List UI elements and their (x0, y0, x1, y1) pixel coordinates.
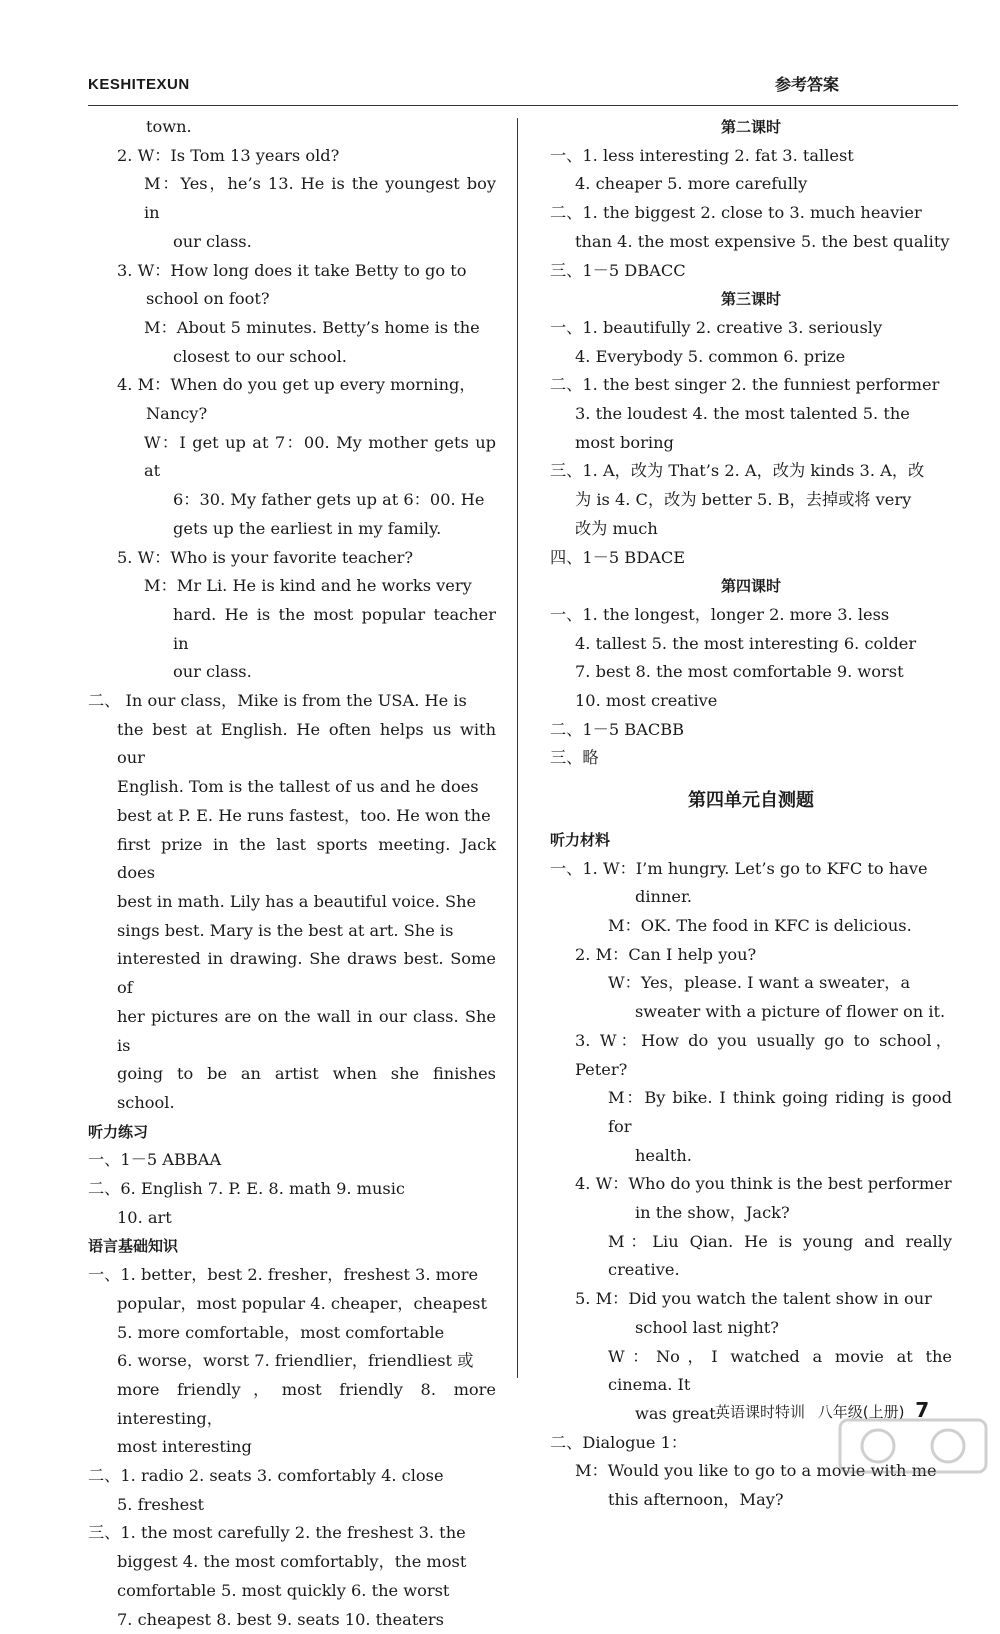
text-line: our class. (173, 231, 252, 251)
text-line: closest to our school. (173, 346, 347, 366)
text-line: going to be an artist when she finishes school. (117, 1064, 496, 1112)
text-line: most boring (575, 432, 674, 452)
footer-book-title: 英语课时特训 (715, 1403, 806, 1421)
text-line: 三、略 (550, 748, 599, 768)
text-line: 一、1. less interesting 2. fat 3. tallest (550, 145, 854, 165)
text-line: 一、1－5 ABBAA (88, 1150, 222, 1170)
text-line: best at P. E. He runs fastest，too. He won the (117, 805, 491, 825)
text-line: 三、1. A，改为 That’s 2. A，改为 kinds 3. A，改 (550, 461, 925, 481)
text-line: 7. best 8. the most comfortable 9. worst (575, 662, 904, 682)
text-line: 二、1. the biggest 2. close to 3. much heavier (550, 203, 922, 223)
text-line: interested in drawing. She draws best. Some of (117, 949, 496, 998)
text-line: biggest 4. the most comfortably，the most (117, 1552, 467, 1572)
text-line: 5. W：Who is your favorite teacher? (117, 547, 414, 567)
text-line: 5. M：Did you watch the talent show in our (575, 1289, 932, 1309)
right-column (550, 113, 952, 1515)
text-line: school last night? (635, 1317, 779, 1337)
text-line: gets up the earliest in my family. (173, 518, 442, 538)
text-line: M：Liu Qian. He is young and really creative. (608, 1231, 952, 1280)
text-line: M：Mr Li. He is kind and he works very (144, 576, 472, 596)
text-line: 二、1. radio 2. seats 3. comfortably 4. close (88, 1466, 444, 1486)
text-line: W：Yes，please. I want a sweater，a (608, 973, 911, 993)
text-line: 10. most creative (575, 691, 718, 711)
text-line: most interesting (117, 1437, 252, 1457)
text-line: M：Yes，he’s 13. He is the youngest boy in (144, 174, 496, 223)
text-line: 3. W：How long does it take Betty to go to (117, 260, 467, 280)
text-line: school on foot? (146, 289, 270, 309)
header-brand: KESHITEXUN (88, 76, 190, 93)
text-line: 三、1. the most carefully 2. the freshest 3. the (88, 1523, 466, 1543)
text-line: 6. worse，worst 7. friendlier，friendliest 或 (117, 1351, 474, 1371)
text-line: 二、1. the best singer 2. the funniest performer (550, 375, 940, 395)
text-line: 一、1. better，best 2. fresher，freshest 3. more (88, 1265, 479, 1285)
header-title: 参考答案 (775, 75, 840, 94)
text-line: 4. Everybody 5. common 6. prize (575, 346, 846, 366)
text-line: health. (635, 1145, 692, 1165)
text-line: 一、1. beautifully 2. creative 3. seriously (550, 317, 883, 337)
text-line: 一、1. the longest，longer 2. more 3. less (550, 604, 890, 624)
text-line: M：OK. The food in KFC is delicious. (608, 915, 912, 935)
text-line: best in math. Lily has a beautiful voice. She (117, 891, 477, 911)
text-line: 第三课时 (720, 290, 781, 309)
text-line: 改为 much (575, 518, 658, 538)
text-line: 听力材料 (550, 830, 611, 849)
text-line: English. Tom is the tallest of us and he does (117, 777, 479, 797)
text-line: sweater with a picture of flower on it. (635, 1002, 946, 1022)
right-answers-block (550, 113, 952, 773)
text-line: 4. tallest 5. the most interesting 6. colder (575, 633, 917, 653)
text-line: 7. cheapest 8. best 9. seats 10. theaters (117, 1609, 444, 1629)
text-line: 二、 In our class，Mike is from the USA. He is (88, 691, 467, 711)
text-line: 2. M：Can I help you? (575, 944, 757, 964)
text-line: 2. W：Is Tom 13 years old? (117, 145, 340, 165)
text-line: W：I get up at 7：00. My mother gets up at (144, 432, 496, 481)
text-line: 3. the loudest 4. the most talented 5. the (575, 404, 910, 424)
text-line: popular，most popular 4. cheaper，cheapest (117, 1293, 487, 1313)
text-line: 二、1－5 BACBB (550, 719, 685, 739)
text-line: 四、1－5 BDACE (550, 547, 686, 567)
column-divider (517, 118, 518, 1378)
text-line: 10. art (117, 1207, 172, 1227)
text-line: our class. (173, 662, 252, 682)
text-line: 第二课时 (720, 118, 781, 136)
text-line: more friendly，most friendly 8. more interesting， (117, 1379, 496, 1428)
watermark-logo-icon (838, 1418, 988, 1474)
text-line: town. (146, 117, 192, 136)
text-line: her pictures are on the wall in our class. She is (117, 1006, 496, 1055)
text-line: 三、1－5 DBACC (550, 260, 686, 280)
text-line: 4. W：Who do you think is the best performer (575, 1174, 952, 1194)
text-line: 5. freshest (117, 1494, 205, 1514)
text-line: in the show，Jack? (635, 1203, 790, 1223)
left-column (88, 113, 496, 1634)
text-line: W：No，I watched a movie at the cinema. It (608, 1346, 952, 1395)
text-line: comfortable 5. most quickly 6. the worst (117, 1580, 450, 1600)
text-line: 3. W：How do you usually go to school，Peter? (575, 1030, 952, 1079)
text-line: 为 is 4. C，改为 better 5. B，去掉或将 very (575, 490, 912, 510)
text-line: M：By bike. I think going riding is good for (608, 1088, 952, 1136)
text-line: 一、1. W：I’m hungry. Let’s go to KFC to have (550, 858, 928, 878)
text-line: 语言基础知识 (88, 1237, 179, 1256)
text-line: Nancy? (146, 404, 208, 424)
text-line: 6：30. My father gets up at 6：00. He (173, 490, 485, 510)
text-line: 4. M：When do you get up every morning， (117, 375, 476, 395)
unit-title: 第四单元自测题 (688, 790, 814, 812)
text-line: 二、Dialogue 1： (550, 1432, 688, 1452)
text-line: hard. He is the most popular teacher in (173, 604, 496, 653)
footer-grade: 八年级(上册) (817, 1403, 905, 1421)
text-line: sings best. Mary is the best at art. She is (117, 920, 454, 940)
page-number: 7 (915, 1398, 930, 1422)
text-line: M：Would you like to go to a movie with me (575, 1461, 937, 1481)
text-line: 第四课时 (720, 577, 781, 596)
text-line: 二、6. English 7. P. E. 8. math 9. music (88, 1179, 405, 1199)
text-line: than 4. the most expensive 5. the best quality (575, 231, 950, 251)
text-line: was great. (635, 1403, 721, 1423)
text-line: 听力练习 (88, 1122, 149, 1141)
text-line: M：About 5 minutes. Betty’s home is the (144, 317, 480, 337)
text-line: the best at English. He often helps us with our (117, 719, 496, 768)
header-rule (88, 105, 958, 106)
text-line: dinner. (635, 887, 693, 907)
text-line: this afternoon，May? (608, 1490, 784, 1510)
text-line: first prize in the last sports meeting. Jack does (117, 834, 496, 883)
text-line: 4. cheaper 5. more carefully (575, 174, 808, 194)
text-line: 5. more comfortable，most comfortable (117, 1322, 445, 1342)
